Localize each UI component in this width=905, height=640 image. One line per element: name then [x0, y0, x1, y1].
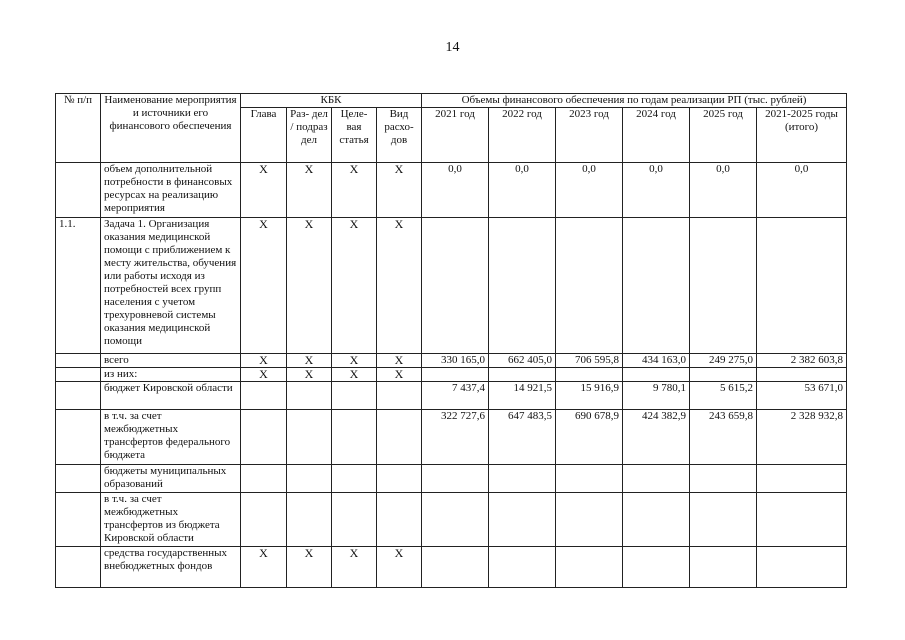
value-2021: 0,0 [422, 163, 489, 218]
kbk-vid: Х [377, 354, 422, 368]
value-2022 [489, 218, 556, 354]
value-2025: 5 615,2 [690, 382, 757, 410]
row-name: Задача 1. Организация оказания медицинской помощи с приближением к месту жительства, обучения или работы исходя из потребностей всех групп населения с учетом трехуровневой системы оказания медицинской помощи [101, 218, 241, 354]
row-num [56, 493, 101, 547]
value-total [757, 493, 847, 547]
value-2025 [690, 218, 757, 354]
value-2023: 0,0 [556, 163, 623, 218]
header-year-2023: 2023 год [556, 108, 623, 163]
kbk-razdel [287, 465, 332, 493]
kbk-glava: Х [241, 368, 287, 382]
kbk-vid: Х [377, 163, 422, 218]
kbk-razdel [287, 410, 332, 465]
value-2023 [556, 465, 623, 493]
kbk-glava: Х [241, 218, 287, 354]
value-total: 53 671,0 [757, 382, 847, 410]
header-name: Наименование мероприятия и источники его финансового обеспечения [101, 94, 241, 163]
kbk-vid: Х [377, 218, 422, 354]
row-num [56, 547, 101, 588]
kbk-statya [332, 493, 377, 547]
kbk-glava [241, 493, 287, 547]
kbk-vid [377, 465, 422, 493]
kbk-statya: Х [332, 547, 377, 588]
row-num: 1.1. [56, 218, 101, 354]
value-2024 [623, 218, 690, 354]
value-2022: 0,0 [489, 163, 556, 218]
funding-table [55, 93, 847, 588]
value-2021 [422, 493, 489, 547]
table-row [56, 382, 847, 410]
row-name: объем дополнительной потребности в финансовых ресурсах на реализацию мероприятия [101, 163, 241, 218]
value-total [757, 465, 847, 493]
header-year-2022: 2022 год [489, 108, 556, 163]
row-name: средства государственных внебюджетных фондов [101, 547, 241, 588]
row-num [56, 410, 101, 465]
value-2025: 249 275,0 [690, 354, 757, 368]
kbk-glava [241, 465, 287, 493]
value-2023 [556, 368, 623, 382]
header-num: № п/п [56, 94, 101, 163]
value-total [757, 547, 847, 588]
table-row [56, 410, 847, 465]
value-2025: 243 659,8 [690, 410, 757, 465]
kbk-vid: Х [377, 368, 422, 382]
header-kbk: КБК [241, 94, 422, 108]
row-name: всего [101, 354, 241, 368]
row-num [56, 382, 101, 410]
row-name: в т.ч. за счет межбюджетных трансфертов федерального бюджета [101, 410, 241, 465]
kbk-razdel [287, 382, 332, 410]
kbk-vid [377, 493, 422, 547]
kbk-razdel: Х [287, 547, 332, 588]
value-2022 [489, 368, 556, 382]
table-row [56, 354, 847, 368]
header-year-2024: 2024 год [623, 108, 690, 163]
table-row [56, 163, 847, 218]
header-kbk-razdel: Раз- дел / подраз дел [287, 108, 332, 163]
header-kbk-glava: Глава [241, 108, 287, 163]
kbk-statya: Х [332, 218, 377, 354]
kbk-razdel: Х [287, 354, 332, 368]
row-name: бюджет Кировской области [101, 382, 241, 410]
value-2021 [422, 547, 489, 588]
kbk-glava: Х [241, 163, 287, 218]
value-total: 0,0 [757, 163, 847, 218]
kbk-glava [241, 382, 287, 410]
kbk-glava [241, 410, 287, 465]
value-total [757, 368, 847, 382]
value-2024: 434 163,0 [623, 354, 690, 368]
value-2024: 9 780,1 [623, 382, 690, 410]
value-2021: 7 437,4 [422, 382, 489, 410]
value-2023: 15 916,9 [556, 382, 623, 410]
page-number: 14 [445, 40, 460, 55]
kbk-statya: Х [332, 354, 377, 368]
kbk-vid: Х [377, 547, 422, 588]
kbk-vid [377, 382, 422, 410]
kbk-statya [332, 410, 377, 465]
value-2021 [422, 465, 489, 493]
value-2021 [422, 218, 489, 354]
value-2021: 322 727,6 [422, 410, 489, 465]
value-2024 [623, 368, 690, 382]
table-body [56, 163, 847, 588]
value-2024: 424 382,9 [623, 410, 690, 465]
kbk-statya [332, 382, 377, 410]
value-2024 [623, 493, 690, 547]
table-row [56, 465, 847, 493]
value-2022: 662 405,0 [489, 354, 556, 368]
value-2025 [690, 465, 757, 493]
value-2021: 330 165,0 [422, 354, 489, 368]
row-num [56, 465, 101, 493]
kbk-razdel: Х [287, 368, 332, 382]
header-year-total: 2021-2025 годы (итого) [757, 108, 847, 163]
kbk-razdel: Х [287, 218, 332, 354]
value-2023 [556, 218, 623, 354]
table-row [56, 493, 847, 547]
table-row [56, 368, 847, 382]
table-row [56, 547, 847, 588]
kbk-razdel: Х [287, 163, 332, 218]
value-2022: 14 921,5 [489, 382, 556, 410]
value-2024 [623, 465, 690, 493]
table-row [56, 218, 847, 354]
row-num [56, 354, 101, 368]
value-2022 [489, 465, 556, 493]
value-2025 [690, 368, 757, 382]
value-2025 [690, 493, 757, 547]
kbk-statya [332, 465, 377, 493]
value-2022 [489, 493, 556, 547]
kbk-statya: Х [332, 163, 377, 218]
value-2022 [489, 547, 556, 588]
value-2025 [690, 547, 757, 588]
value-2023: 690 678,9 [556, 410, 623, 465]
header-year-2021: 2021 год [422, 108, 489, 163]
kbk-glava: Х [241, 354, 287, 368]
value-2021 [422, 368, 489, 382]
value-2023 [556, 493, 623, 547]
value-total: 2 328 932,8 [757, 410, 847, 465]
row-name: бюджеты муниципальных образований [101, 465, 241, 493]
header-kbk-statya: Целе- вая статья [332, 108, 377, 163]
kbk-razdel [287, 493, 332, 547]
value-2022: 647 483,5 [489, 410, 556, 465]
value-2025: 0,0 [690, 163, 757, 218]
kbk-glava: Х [241, 547, 287, 588]
header-funding: Объемы финансового обеспечения по годам реализации РП (тыс. рублей) [422, 94, 847, 108]
row-name: в т.ч. за счет межбюджетных трансфертов из бюджета Кировской области [101, 493, 241, 547]
row-name: из них: [101, 368, 241, 382]
value-2023: 706 595,8 [556, 354, 623, 368]
kbk-statya: Х [332, 368, 377, 382]
value-total [757, 218, 847, 354]
value-2024 [623, 547, 690, 588]
kbk-vid [377, 410, 422, 465]
row-num [56, 163, 101, 218]
header-year-2025: 2025 год [690, 108, 757, 163]
header-kbk-vid: Вид расхо- дов [377, 108, 422, 163]
value-total: 2 382 603,8 [757, 354, 847, 368]
value-2024: 0,0 [623, 163, 690, 218]
value-2023 [556, 547, 623, 588]
table-header [56, 94, 847, 163]
row-num [56, 368, 101, 382]
